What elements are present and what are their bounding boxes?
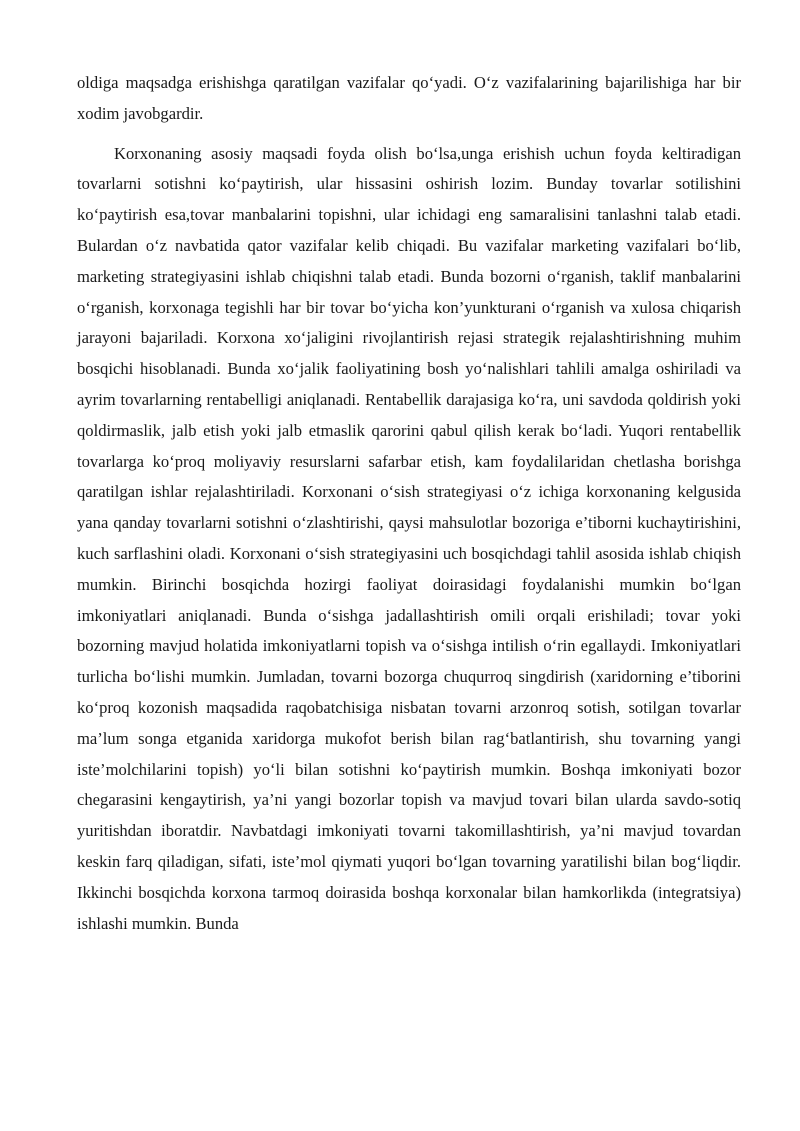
paragraph-continuation: oldiga maqsadga erishishga qaratilgan vazifalar qo‘yadi. O‘z vazifalarining bajarilishiga har bir xodim javobgardir. [77,73,741,123]
paragraph-body: Korxonaning asosiy maqsadi foyda olish bo‘lsa,unga erishish uchun foyda keltiradigan tovarlarni sotishni ko‘paytirish, ular hissasini oshirish lozim. Bunday tovarlar sotilishini ko‘paytirish esa,tovar manbalarini topishni, ular ichidagi eng samaralisini tanlashni talab etadi. Bulardan o‘z navbatida qator vazifalar kelib chiqadi. Bu vazifalar marketing vazifalari bo‘lib, marketing strategiyasini ishlab chiqishni talab etadi. Bunda bozorni o‘rganish, taklif manbalarini o‘rganish, korxonaga tegishli har bir tovar bo‘yicha kon’yunkturani o‘rganish va xulosa chiqarish jarayoni bajariladi. Korxona xo‘jaligini rivojlantirish rejasi strategik rejalashtirishning muhim bosqichi hisoblanadi. Bunda xo‘jalik faoliyatining bosh yo‘nalishlari tahlili amalga oshiriladi va ayrim tovarlarning rentabelligi aniqlanadi. Rentabellik darajasiga ko‘ra, uni savdoda qoldirish yoki qoldirmaslik, jalb etish yoki jalb etmaslik qarorini qabul qilish kerak bo‘ladi. Yuqori rentabellik tovarlarga ko‘proq moliyaviy resurslarni safarbar etish, kam foydalilaridan chetlasha borishga qaratilgan ishlar rejalashtiriladi. Korxonani o‘sish strategiyasi o‘z ichiga korxonaning kelgusida yana qanday tovarlarni sotishni o‘zlashtirishi, qaysi mahsulotlar bozoriga e’tiborni kuchaytirishini, kuch sarflashini oladi. Korxonani o‘sish strategiyasini uch bosqichdagi tahlil asosida ishlab chiqish mumkin. Birinchi bosqichda hozirgi faoliyat doirasidagi foydalanishi mumkin bo‘lgan imkoniyatlari aniqlanadi. Bunda o‘sishga jadallashtirish omili orqali erishiladi; tovar yoki bozorning mavjud holatida imkoniyatlarni topish va o‘sishga intilish o‘rin egallaydi. Imkoniyatlari turlicha bo‘lishi mumkin. Jumladan, tovarni bozorga chuqurroq singdirish (xaridorning e’tiborini ko‘proq kozonish maqsadida raqobatchisiga nisbatan tovarni arzonroq sotish, sotilgan tovarlar ma’lum songa etganida xaridorga mukofot berish bilan rag‘batlantirish, shu tovarning yangi iste’molchilarini topish) yo‘li bilan sotishni ko‘paytirish mumkin. Boshqa imkoniyati bozor chegarasini kengaytirish, ya’ni yangi bozorlar topish va mavjud tovari bilan ularda savdo-sotiq yuritishdan iboratdir. Navbatdagi imkoniyati tovarni takomillashtirish, ya’ni mavjud tovardan keskin farq qiladigan, sifati, iste’mol qiymati yuqori bo‘lgan tovarning yaratilishi bilan bog‘liqdir. Ikkinchi bosqichda korxona tarmoq doirasida boshqa korxonalar bilan hamkorlikda (integratsiya) ishlashi mumkin. Bunda [77,143,741,933]
document-page [77,68,741,939]
